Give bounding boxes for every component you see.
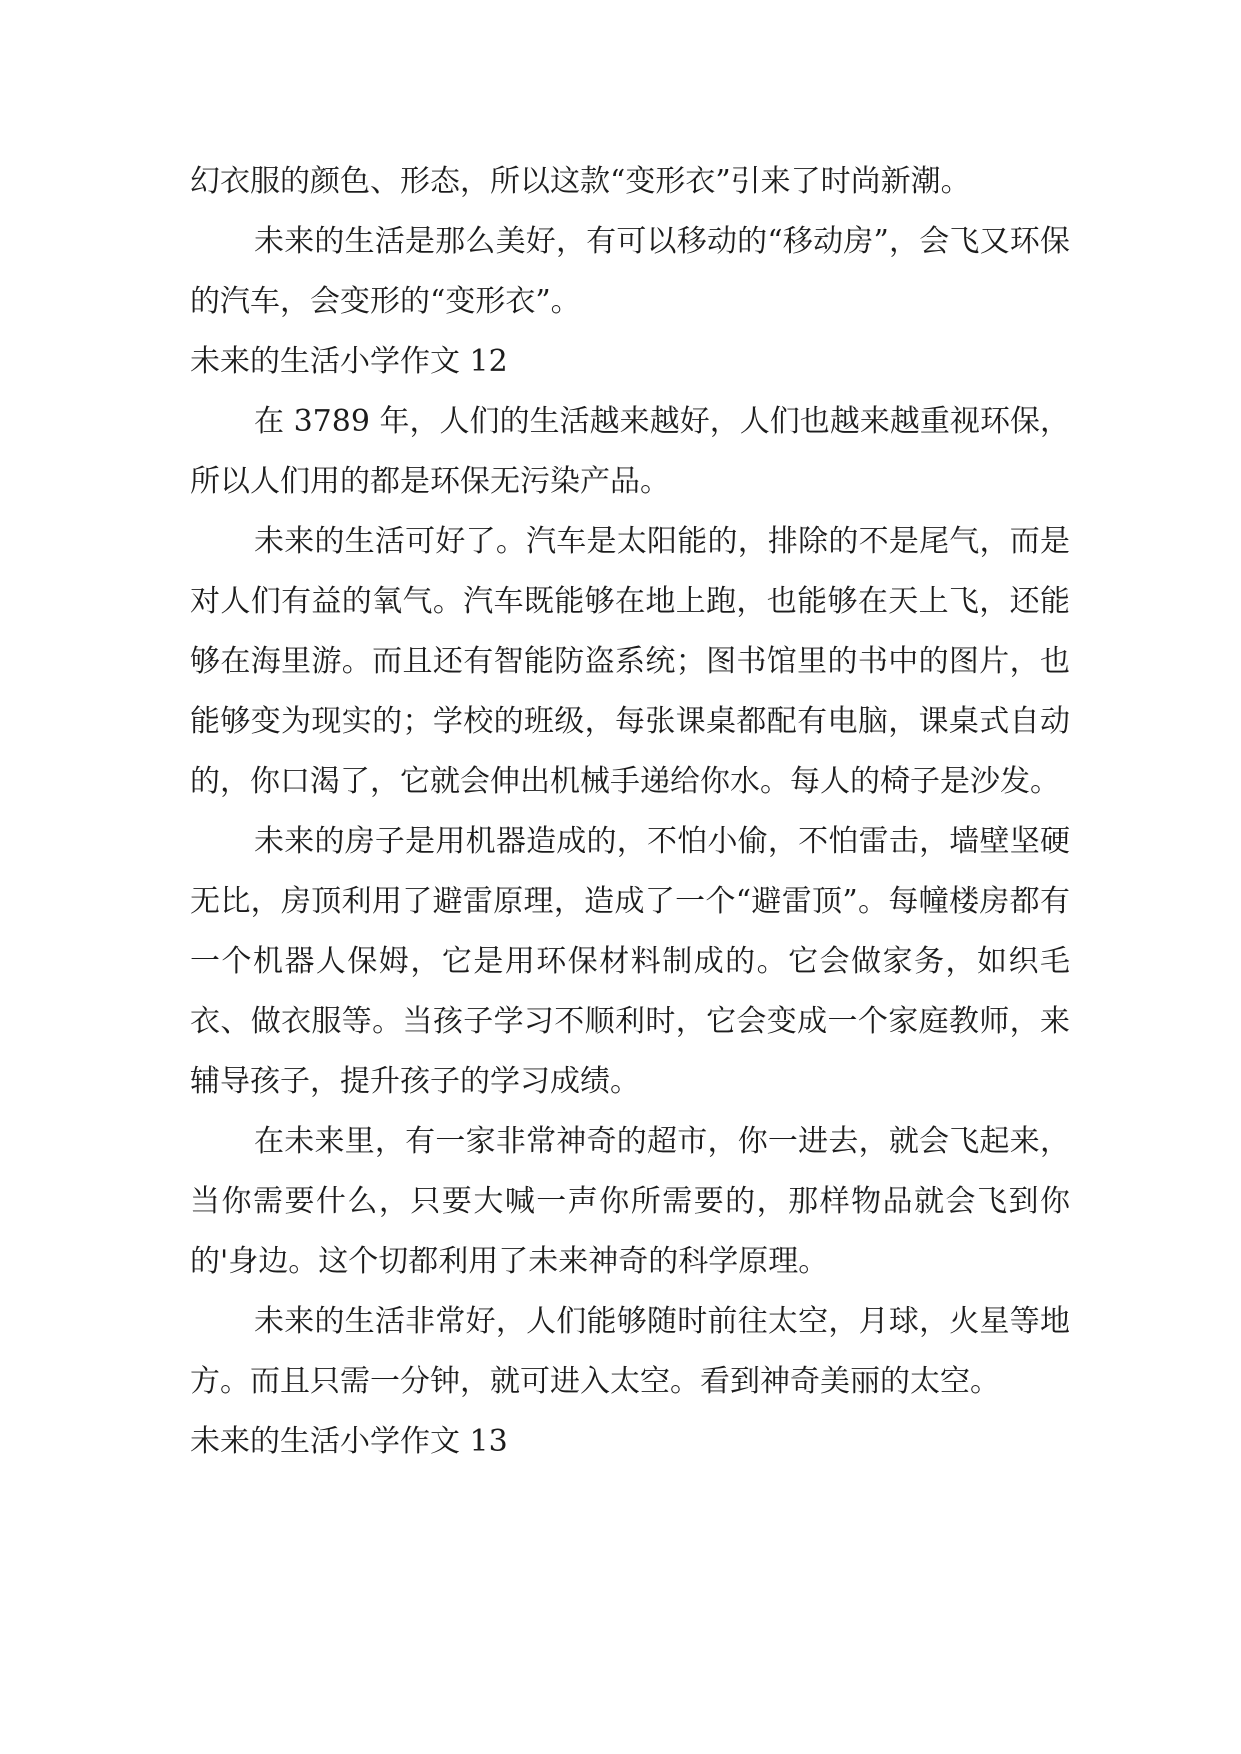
paragraph: 未来的生活非常好，人们能够随时前往太空，月球，火星等地方。而且只需一分钟，就可进入太空。看到神奇美丽的太空。	[190, 1304, 1070, 1399]
paragraph: 未来的房子是用机器造成的，不怕小偷，不怕雷击，墙壁坚硬无比，房顶利用了避雷原理，造成了一个“避雷顶”。每幢楼房都有一个机器人保姆，它是用环保材料制成的。它会做家务，如织毛衣、做衣服等。当孩子学习不顺利时，它会变成一个家庭教师，来辅导孩子，提升孩子的学习成绩。	[190, 824, 1070, 1099]
paragraph: 在未来里，有一家非常神奇的超市，你一进去，就会飞起来，当你需要什么，只要大喊一声你所需要的，那样物品就会飞到你的'身边。这个切都利用了未来神奇的科学原理。	[190, 1124, 1070, 1279]
document-page	[190, 152, 1070, 1472]
paragraph: 在 3789 年，人们的生活越来越好，人们也越来越重视环保，所以人们用的都是环保无污染产品。	[190, 404, 1070, 499]
paragraph: 幻衣服的颜色、形态，所以这款“变形衣”引来了时尚新潮。	[190, 164, 971, 199]
paragraph: 未来的生活是那么美好，有可以移动的“移动房”，会飞又环保的汽车，会变形的“变形衣”。	[190, 224, 1070, 319]
essay-heading: 未来的生活小学作文 12	[190, 344, 508, 379]
essay-heading: 未来的生活小学作文 13	[190, 1424, 508, 1459]
paragraph: 未来的生活可好了。汽车是太阳能的，排除的不是尾气，而是对人们有益的氧气。汽车既能够在地上跑，也能够在天上飞，还能够在海里游。而且还有智能防盗系统；图书馆里的书中的图片，也能够变为现实的；学校的班级，每张课桌都配有电脑，课桌式自动的，你口渴了，它就会伸出机械手递给你水。每人的椅子是沙发。	[190, 524, 1070, 799]
